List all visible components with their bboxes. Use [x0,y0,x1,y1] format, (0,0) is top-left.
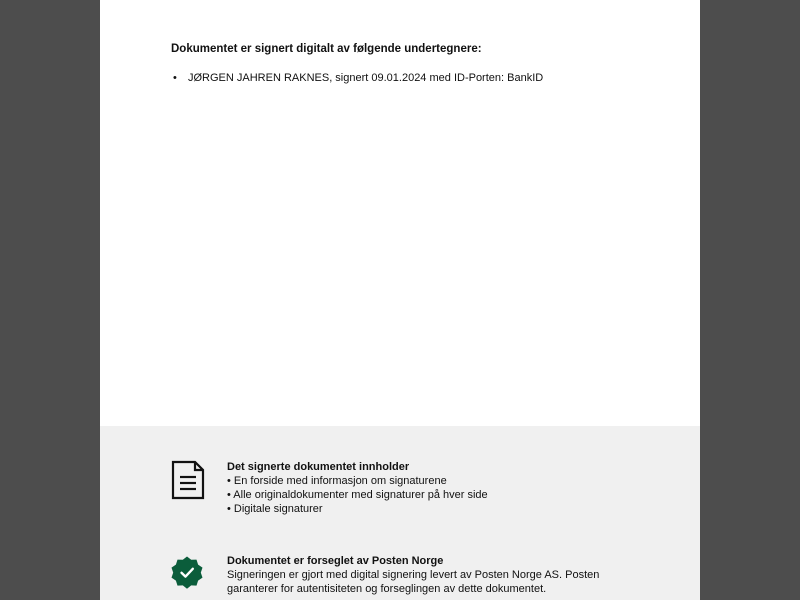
seal-check-icon [171,554,205,594]
document-contents-title: Det signerte dokumentet innholder [227,461,410,473]
signer-list-item [171,71,543,85]
signer-list [171,71,543,85]
document-contents-text [227,460,647,516]
document-icon [171,460,205,500]
document-contents-item: • En forside med informasjon om signaturene [227,475,447,487]
bullet: • [173,72,177,84]
signer-text: JØRGEN JAHREN RAKNES, signert 09.01.2024 med ID-Porten: BankID [188,72,544,84]
document-contents-item: • Digitale signaturer [227,503,323,515]
signature-heading: Dokumentet er signert digitalt av følgende undertegnere: [171,43,482,55]
seal-info-title: Dokumentet er forseglet av Posten Norge [227,555,444,567]
signature-info-footer [100,426,700,600]
seal-info-text [227,554,647,596]
seal-info-line: Signeringen er gjort med digital signering levert av Posten Norge AS. Posten [227,569,600,581]
document-contents-item: • Alle originaldokumenter med signaturer på hver side [227,489,488,501]
seal-info-line: garanterer for autentisiteten og forseglingen av dette dokumentet. [227,583,547,595]
document-page [100,0,700,600]
